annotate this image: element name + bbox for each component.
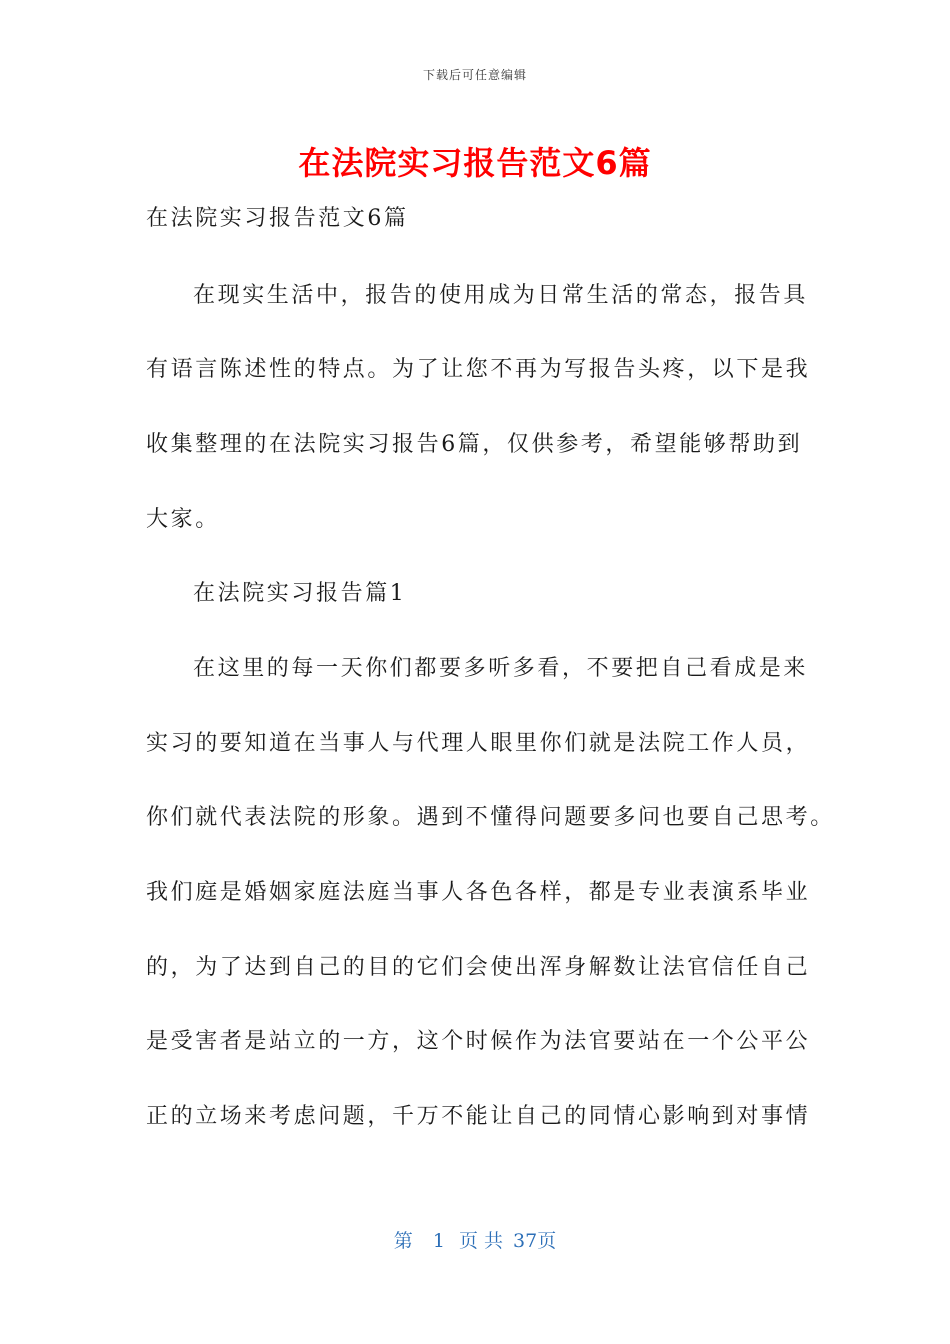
section-line-2: 实习的要知道在当事人与代理人眼里你们就是法院工作人员， <box>146 731 811 756</box>
intro-line-2: 有语言陈述性的特点。为了让您不再为写报告头疼，以下是我 <box>146 357 811 382</box>
footer-middle: 页 共 <box>458 1230 503 1252</box>
section-line-7: 正的立场来考虑问题，千万不能让自己的同情心影响到对事情 <box>146 1104 811 1129</box>
footer-prefix: 第 <box>393 1230 413 1252</box>
current-page-number: 1 <box>432 1230 445 1252</box>
section-line-1: 在这里的每一天你们都要多听多看，不要把自己看成是来 <box>193 656 809 681</box>
total-pages-number: 37 <box>513 1230 538 1252</box>
section-line-3: 你们就代表法院的形象。遇到不懂得问题要多问也要自己思考。 <box>146 805 835 830</box>
document-title: 在法院实习报告范文6篇 <box>298 144 652 182</box>
section-heading: 在法院实习报告篇1 <box>193 581 407 606</box>
intro-line-3: 收集整理的在法院实习报告6篇，仅供参考，希望能够帮助到 <box>146 432 803 457</box>
page-footer <box>0 1226 950 1253</box>
section-line-4: 我们庭是婚姻家庭法庭当事人各色各样，都是专业表演系毕业 <box>146 880 811 905</box>
intro-line-4: 大家。 <box>146 507 220 532</box>
intro-line-1: 在现实生活中，报告的使用成为日常生活的常态，报告具 <box>193 283 809 308</box>
document-subtitle: 在法院实习报告范文6篇 <box>146 206 409 231</box>
section-line-5: 的，为了达到自己的目的它们会使出浑身解数让法官信任自己 <box>146 955 811 980</box>
footer-suffix: 页 <box>537 1230 557 1252</box>
section-line-6: 是受害者是站立的一方，这个时候作为法官要站在一个公平公 <box>146 1029 811 1054</box>
page-header-note: 下载后可任意编辑 <box>422 68 527 82</box>
